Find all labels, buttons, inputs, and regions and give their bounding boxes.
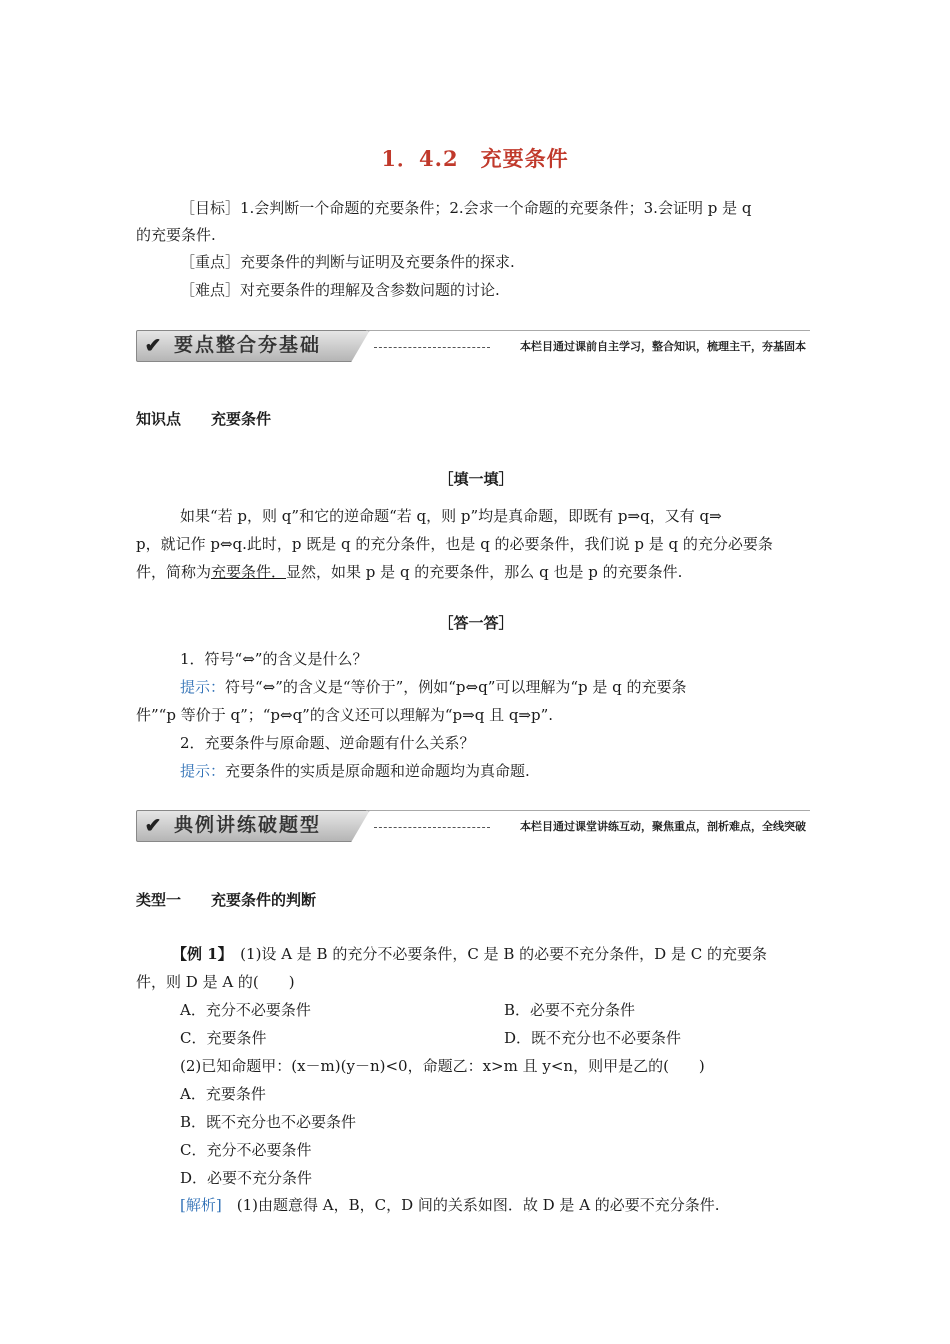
option-d: D．既不充分也不必要条件: [504, 1029, 682, 1047]
example-part-2: (2)已知命题甲：(x－m)(y－n)<0，命题乙：x>m 且 y<n，则甲是乙的( ): [180, 1057, 705, 1075]
difficulty-text: ［难点］对充要条件的理解及含参数问题的讨论.: [180, 281, 500, 299]
section-banner-basics: [136, 330, 810, 366]
fill-title: ［填一填］: [438, 470, 514, 488]
analysis-label: [解析]: [180, 1196, 222, 1214]
fill-text-1: 如果“若 p，则 q”和它的逆命题“若 q，则 p”均是真命题，即既有 p⇒q，又有 q⇒: [180, 507, 722, 525]
type-heading: 类型一 充要条件的判断: [136, 891, 317, 909]
example-line-1: 【例 1】 (1)设 A 是 B 的充分不必要条件，C 是 B 的必要不充分条件，D 是 C 的充要条: [172, 945, 767, 963]
option-b: B．必要不充分条件: [504, 1001, 636, 1019]
question-1: 1．符号“⇔”的含义是什么？: [180, 650, 368, 668]
hint-label: 提示：: [180, 678, 226, 696]
answer-1: 提示：符号“⇔”的含义是“等价于”，例如“p⇔q”可以理解为“p 是 q 的充要条: [180, 678, 687, 696]
page-title: 1．4.2 充要条件: [381, 146, 569, 171]
goal-text: ［目标］1.会判断一个命题的充要条件；2.会求一个命题的充要条件；3.会证明 p 是 q: [180, 199, 752, 217]
banner-note: 本栏目通过课堂讲练互动，聚焦重点，剖析难点，全线突破: [520, 820, 806, 833]
hint-label: 提示：: [180, 762, 226, 780]
banner-label: 要点整合夯基础: [174, 334, 322, 356]
banner-label: 典例讲练破题型: [174, 814, 322, 836]
fill-answer: 充要条件．: [211, 563, 287, 581]
key-point-text: ［重点］充要条件的判断与证明及充要条件的探求.: [180, 253, 515, 271]
example-label: 【例 1】: [172, 945, 226, 963]
option-a: A．充分不必要条件: [180, 1001, 311, 1019]
check-icon: ✔: [144, 333, 162, 357]
option-c: C．充分不必要条件: [180, 1141, 312, 1159]
banner-note: 本栏目通过课前自主学习，整合知识，梳理主干，夯基固本: [520, 340, 806, 353]
example-line-2: 件，则 D 是 A 的( ): [136, 973, 295, 991]
question-2: 2．充要条件与原命题、逆命题有什么关系？: [180, 734, 475, 752]
analysis-text: [解析] (1)由题意得 A，B，C，D 间的关系如图．故 D 是 A 的必要不充分条件.: [180, 1196, 720, 1214]
goal-text-cont: 的充要条件.: [136, 226, 216, 244]
option-c: C．充要条件: [180, 1029, 267, 1047]
option-a: A．充要条件: [180, 1085, 266, 1103]
answer-1-cont: 件”“p 等价于 q”；“p⇔q”的含义还可以理解为“p⇒q 且 q⇒p”.: [136, 706, 554, 724]
answer-title: ［答一答］: [438, 614, 514, 632]
option-b: B．既不充分也不必要条件: [180, 1113, 357, 1131]
answer-2: 提示：充要条件的实质是原命题和逆命题均为真命题.: [180, 762, 530, 780]
section-banner-examples: [136, 810, 810, 846]
fill-text-2: p，就记作 p⇔q.此时，p 既是 q 的充分条件，也是 q 的必要条件，我们说 p 是 q 的充分必要条: [136, 535, 773, 553]
knowledge-heading: 知识点 充要条件: [136, 410, 272, 428]
option-d: D．必要不充分条件: [180, 1169, 313, 1187]
check-icon: ✔: [144, 813, 162, 837]
fill-text-3: 件，简称为充要条件．显然，如果 p 是 q 的充要条件，那么 q 也是 p 的充要条件.: [136, 563, 683, 581]
